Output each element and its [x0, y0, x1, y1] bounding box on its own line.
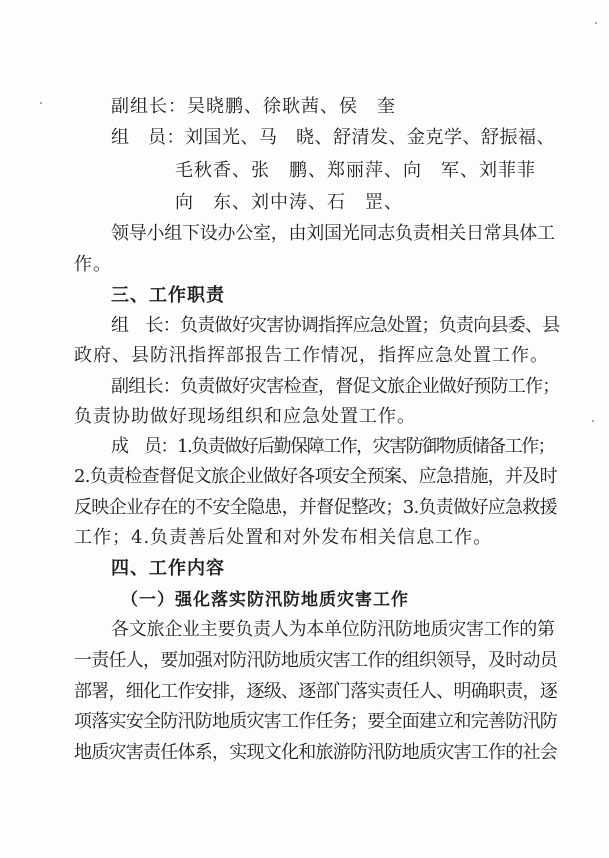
members-line-1: 组 员：刘国光、马 晓、舒清发、金克学、舒振福、: [111, 127, 555, 148]
leader-duty-line-2: 政府、县防汛指挥部报告工作情况，指挥应急处置工作。: [74, 345, 549, 366]
member-duty-line-2: 2.负责检查督促文旅企业做好各项安全预案、应急措施，并及时: [74, 466, 557, 487]
office-line-2: 作。: [74, 254, 112, 275]
scan-speck: [40, 102, 42, 104]
content-paragraph-line-4: 项落实安全防汛防地质灾害工作任务；要全面建立和完善防汛防: [74, 711, 557, 732]
deputy-duty-line-2: 负责协助做好现场组织和应急处置工作。: [74, 406, 416, 427]
member-duty-line-4: 工作；4.负责善后处置和对外发布相关信息工作。: [74, 527, 493, 548]
content-paragraph-line-2: 一责任人，要加强对防汛防地质灾害工作的组织领导，及时动员: [74, 650, 557, 671]
scan-speck: [595, 22, 597, 24]
office-line-1: 领导小组下设办公室，由刘国光同志负责相关日常具体工: [111, 223, 555, 244]
deputy-leaders-line: 副组长：吴晓鹏、徐耿茜、侯 奎: [111, 96, 396, 117]
section-4-heading: 四、工作内容: [111, 558, 225, 579]
section-3-heading: 三、工作职责: [111, 285, 225, 306]
deputy-duty-line-1: 副组长：负责做好灾害检查，督促文旅企业做好预防工作；: [111, 376, 560, 397]
members-line-2: 毛秋香、张 鹏、郑丽萍、向 军、刘菲菲: [175, 160, 536, 181]
leader-duty-line-1: 组 长：负责做好灾害协调指挥应急处置；负责向县委、县: [111, 315, 560, 336]
subsection-heading: （一）强化落实防汛防地质灾害工作: [121, 590, 409, 610]
content-paragraph-line-3: 部署，细化工作安排，逐级、逐部门落实责任人、明确职责，逐: [74, 681, 557, 702]
content-paragraph-line-5: 地质灾害责任体系，实现文化和旅游防汛防地质灾害工作的社会: [74, 742, 557, 763]
member-duty-line-1: 成 员：1.负责做好后勤保障工作，灾害防御物质储备工作；: [111, 436, 555, 457]
scan-speck: [592, 420, 594, 422]
members-line-3: 向 东、刘中涛、石 罡、: [175, 192, 403, 213]
content-paragraph-line-1: 各文旅企业主要负责人为本单位防汛防地质灾害工作的第: [111, 619, 555, 640]
member-duty-line-3: 反映企业存在的不安全隐患，并督促整改；3.负责做好应急救援: [74, 497, 557, 518]
